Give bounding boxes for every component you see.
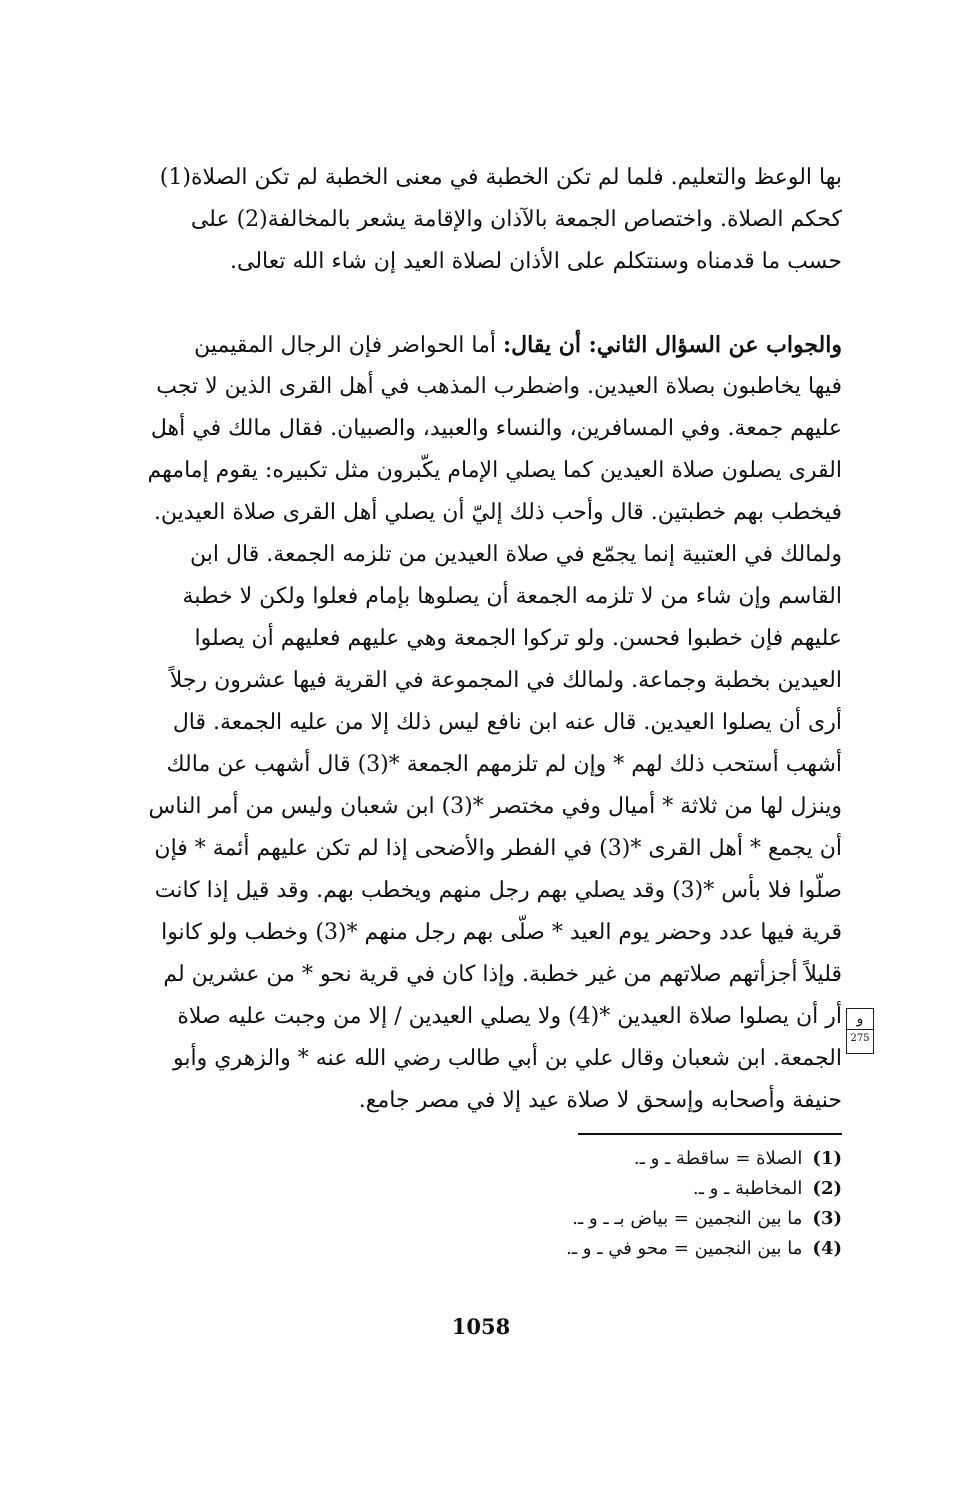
footnote-number: (3) xyxy=(812,1208,842,1229)
folio-number: 275 xyxy=(847,1029,873,1048)
page-number: 1058 xyxy=(451,1314,511,1339)
text-line: أشهب أستحب ذلك لهم * وإن لم تلزمهم الجمعة *(3) قال أشهب عن مالك xyxy=(166,752,842,777)
text-line: القرى يصلون صلاة العيدين كما يصلي الإمام يكّبرون مثل تكبيره: يقوم إمامهم xyxy=(147,458,842,483)
footnote xyxy=(300,1174,842,1204)
footnote-text: الصلاة = ساقطة ـ و ـ. xyxy=(633,1148,803,1169)
text-line: فيها يخاطبون بصلاة العيدين. واضطرب المذهب في أهل القرى الذين لا تجب xyxy=(156,374,842,399)
text-line: أر أن يصلوا صلاة العيدين *(4) ولا يصلي العيدين / إلا من وجبت عليه صلاة xyxy=(177,1004,842,1029)
text-line: حنيفة وأصحابه وإسحق لا صلاة عيد إلا في مصر جامع. xyxy=(358,1088,842,1113)
text-line: أرى أن يصلوا العيدين. قال عنه ابن نافع ليس ذلك إلا من عليه الجمعة. قال xyxy=(172,710,842,735)
text-line: صلّوا فلا بأس *(3) وقد يصلي بهم رجل منهم ويخطب بهم. وقد قيل إذا كانت xyxy=(154,878,842,903)
text-line: وينزل لها من ثلاثة * أميال وفي مختصر *(3) ابن شعبان وليس من أمر الناس xyxy=(148,794,842,819)
footnote-divider xyxy=(578,1133,842,1135)
paragraph-1 xyxy=(104,157,842,283)
footnote xyxy=(300,1144,842,1174)
text-span: أما الحواضر فإن الرجال المقيمين xyxy=(194,333,497,358)
manuscript-letter: و xyxy=(856,1011,864,1027)
text-line: العيدين بخطبة وجماعة. ولمالك في المجموعة في القرية فيها عشرون رجلاً xyxy=(169,668,842,693)
text-line: قرية فيها عدد وحضر يوم العيد * صلّى بهم رجل منهم *(3) وخطب ولو كانوا xyxy=(161,920,842,945)
text-line: حسب ما قدمناه وسنتكلم على الأذان لصلاة العيد إن شاء الله تعالى. xyxy=(229,249,842,274)
text-line: ولمالك في العتبية إنما يجمّع في صلاة العيدين من تلزمه الجمعة. قال ابن xyxy=(190,542,842,567)
text-line: أن يجمع * أهل القرى *(3) في الفطر والأضحى إذا لم تكن عليهم أئمة * فإن xyxy=(154,836,842,861)
footnotes xyxy=(300,1144,842,1264)
footnote xyxy=(300,1234,842,1264)
text-line: بها الوعظ والتعليم. فلما لم تكن الخطبة في معنى الخطبة لم تكن الصلاة(1) xyxy=(159,165,842,190)
footnote-number: (2) xyxy=(812,1178,842,1199)
text-line: عليهم فإن خطبوا فحسن. ولو تركوا الجمعة وهي عليهم فعليهم أن يصلوا xyxy=(194,626,842,651)
footnote-text: ما بين النجمين = بياض بـ ـ و ـ. xyxy=(572,1208,803,1229)
answer-heading: والجواب عن السؤال الثاني: أن يقال: xyxy=(503,332,842,358)
text-line: الجمعة. ابن شعبان وقال علي بن أبي طالب رضي الله عنه * والزهري وأبو xyxy=(173,1046,842,1071)
text-line xyxy=(104,324,842,366)
footnote-text: المخاطبة ـ و ـ. xyxy=(692,1178,803,1199)
footnote-number: (1) xyxy=(812,1148,842,1169)
footnote xyxy=(300,1204,842,1234)
text-line: فيخطب بهم خطبتين. قال وأحب ذلك إليّ أن يصلي أهل القرى صلاة العيدين. xyxy=(153,500,842,525)
manuscript-folio-marker xyxy=(846,1008,874,1054)
footnote-number: (4) xyxy=(812,1238,842,1259)
paragraph-2 xyxy=(104,324,842,1122)
text-line: القاسم وإن شاء من لا تلزمه الجمعة أن يصلوها بإمام فعلوا ولكن لا خطبة xyxy=(182,584,842,609)
text-line: قليلاً أجزأتهم صلاتهم من غير خطبة. وإذا كان في قرية نحو * من عشرين لم xyxy=(163,962,842,987)
text-line: عليهم جمعة. وفي المسافرين، والنساء والعبيد، والصبيان. فقال مالك في أهل xyxy=(150,416,842,441)
text-line: كحكم الصلاة. واختصاص الجمعة بالآذان والإقامة يشعر بالمخالفة(2) على xyxy=(190,207,842,232)
footnote-text: ما بين النجمين = محو في ـ و ـ. xyxy=(566,1238,803,1259)
